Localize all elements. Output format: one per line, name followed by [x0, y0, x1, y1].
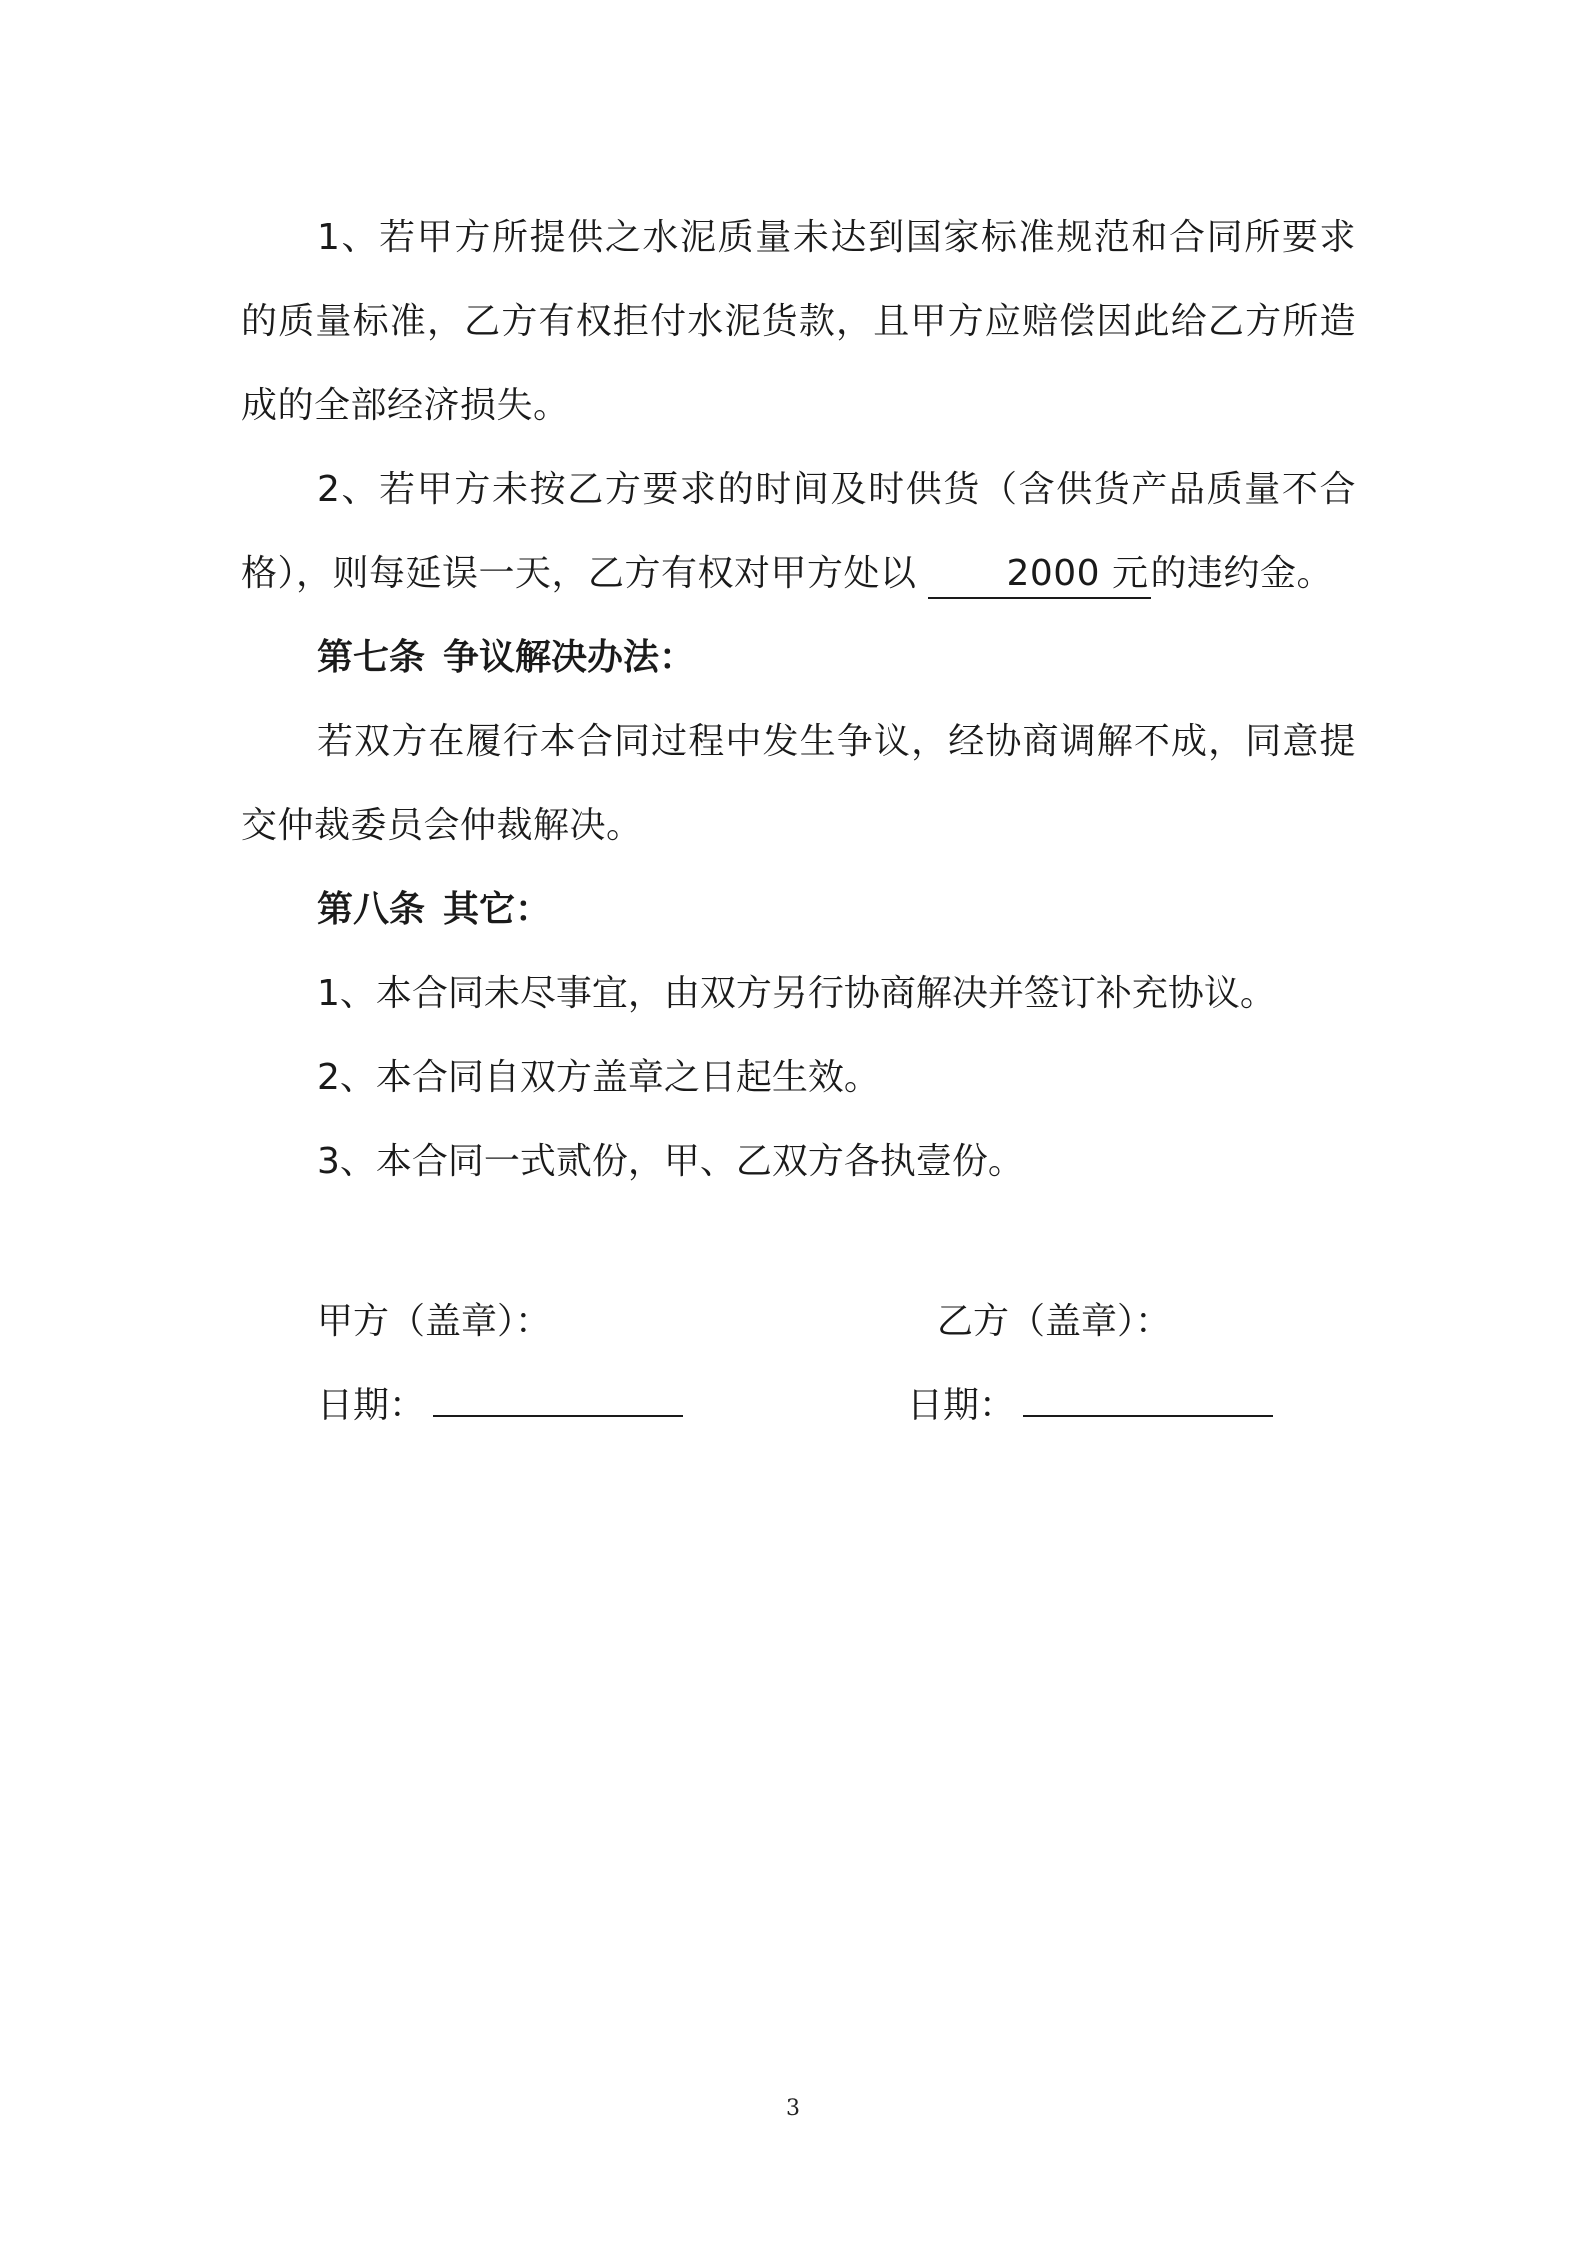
party-b-seal-label: 乙方（盖章）： — [937, 1301, 1172, 1342]
article-8-item-2: 2、本合同自双方盖章之日起生效。 — [317, 1057, 880, 1098]
party-a-date-blank — [433, 1385, 683, 1417]
contract-body — [241, 196, 1356, 1204]
clause-delay-text-end: 的违约金。 — [1150, 553, 1334, 594]
party-b-date-blank — [1023, 1385, 1273, 1417]
article-7-heading — [241, 616, 1356, 700]
date-row — [317, 1364, 1317, 1448]
party-b-date — [907, 1364, 1273, 1448]
party-a-seal-label: 甲方（盖章）： — [317, 1301, 552, 1342]
article-7-body: 若双方在履行本合同过程中发生争议，经协商调解不成，同意提交仲裁委员会仲裁解决。 — [241, 721, 1356, 846]
party-a-date — [317, 1364, 683, 1448]
article-7-title: 争议解决办法： — [443, 637, 696, 678]
clause-delay-text: 2、若甲方未按乙方要求的时间及时供货（含供货产品质量不合格），则每延误一天，乙方有权对甲方处以 — [241, 469, 1356, 594]
article-7-number: 第七条 — [317, 637, 426, 678]
penalty-amount: 2000 元 — [928, 551, 1150, 599]
signature-block — [317, 1280, 1317, 1448]
clause-delay-penalty — [241, 448, 1356, 616]
article-8-item-3: 3、本合同一式贰份，甲、乙双方各执壹份。 — [317, 1141, 1024, 1182]
page-number: 3 — [786, 2096, 800, 2121]
article-8-item-1: 1、本合同未尽事宜，由双方另行协商解决并签订补充协议。 — [317, 973, 1276, 1014]
seal-row — [317, 1280, 1317, 1364]
party-b-date-label: 日期： — [907, 1385, 1016, 1426]
article-8-heading — [241, 868, 1356, 952]
clause-quality-penalty: 1、若甲方所提供之水泥质量未达到国家标准规范和合同所要求的质量标准，乙方有权拒付水泥货款，且甲方应赔偿因此给乙方所造成的全部经济损失。 — [241, 217, 1356, 426]
party-a-date-label: 日期： — [317, 1385, 426, 1426]
article-8-number: 第八条 — [317, 889, 426, 930]
article-8-title: 其它： — [443, 889, 552, 930]
